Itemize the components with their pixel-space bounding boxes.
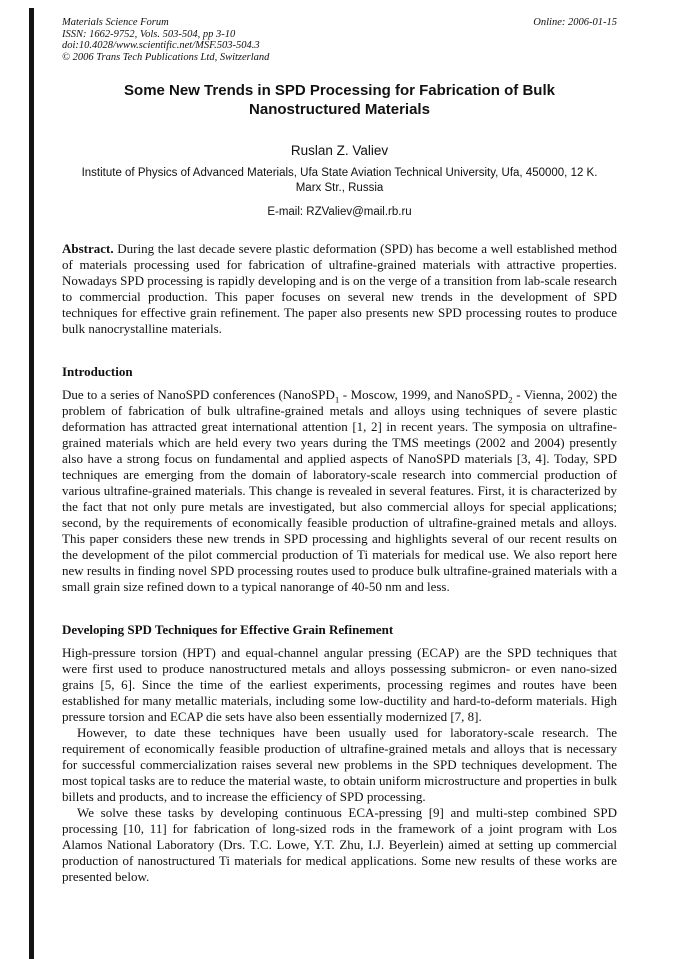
developing-paragraph-3: We solve these tasks by developing continuous ECA-pressing [9] and multi-step combined SPD processing [10, 11] for fabrication of long-sized rods in the framework of a joint program with Los Alamos National Laboratory (Drs. T.C. Lowe, Y.T. Zhu, I.J. Beyerlein) aimed at setting up commercial production of nanostructured Ti materials for medical applications. Some new results of these works are presented below.: [62, 805, 617, 885]
journal-name: Materials Science Forum: [62, 17, 169, 28]
paper-title: Some New Trends in SPD Processing for Fabrication of Bulk Nanostructured Materials: [124, 82, 555, 119]
intro-text-a: Due to a series of NanoSPD conferences (NanoSPD: [62, 387, 335, 403]
author-name: Ruslan Z. Valiev: [290, 143, 389, 159]
abstract-text: During the last decade severe plastic deformation (SPD) has become a well established method of materials processing used for fabrication of ultrafine-grained materials with attractive properties. Nowadays SPD processing is rapidly developing and is on the verge of a transition from lab-scale research to commercial production. This paper focuses on several new trends in the development of SPD techniques for effective grain refinement. The paper also presents new SPD processing routes to produce bulk nanocrystalline materials.: [62, 241, 618, 337]
author-email: E-mail: RZValiev@mail.rb.ru: [267, 206, 412, 219]
journal-header: [62, 17, 617, 63]
author-affiliation: Institute of Physics of Advanced Materials, Ufa State Aviation Technical University, Ufa, 450000, 12 K. Marx Str., Russia: [81, 167, 598, 195]
developing-paragraph-1: High-pressure torsion (HPT) and equal-channel angular pressing (ECAP) are the SPD techniques that were first used to produce nanostructured metals and alloys possessing submicron- or even nano-sized grains [5, 6]. Since the time of the earliest experiments, processing regimes and routes have been established for many metallic materials, including some low-ductility and hard-to-deform materials. High pressure torsion and ECAP die sets have also been essentially modernized [7, 8].: [62, 645, 617, 725]
section-heading-developing-spd: Developing SPD Techniques for Effective Grain Refinement: [62, 622, 394, 638]
nanospd-subscript-2: 2: [508, 394, 513, 405]
copyright-line: © 2006 Trans Tech Publications Ltd, Switzerland: [62, 51, 270, 63]
section-heading-introduction: Introduction: [62, 364, 133, 380]
abstract-paragraph: [62, 241, 617, 337]
doi-line: doi:10.4028/www.scientific.net/MSF.503-504.3: [62, 40, 260, 52]
intro-text-c: - Vienna, 2002) the problem of fabrication of bulk ultrafine-grained metals and alloys using techniques of severe plastic deformation has attracted great international attention [1, 2] in recent years. The symposia on ultrafine-grained materials which are held every two years during the TMS meetings (2002 and 2004) presently also have a strong focus on fundamental and applied aspects of NanoSPD materials [3, 4]. Today, SPD techniques are emerging from the domain of laboratory-scale research into commercial production of various ultrafine-grained materials. This change is revealed in several features. First, it is characterized by the fact that not only pure metals are investigated, but also commercial alloys for special applications; second, by the requirements of economically feasible production of ultrafine-grained metals and alloys. This paper considers these new trends in SPD processing and highlights several of our recent results on the development of the pilot commercial production of Ti materials for medical use. We also report here new results in finding novel SPD processing routes used to produce bulk ultrafine-grained materials with a small grain size refined down to a typical nanorange of 40-50 nm and less.: [62, 387, 617, 595]
intro-text-b: - Moscow, 1999, and NanoSPD: [339, 387, 509, 403]
abstract-label: Abstract.: [62, 241, 114, 257]
developing-paragraph-2: However, to date these techniques have been usually used for laboratory-scale research. The requirement of economically feasible production of ultrafine-grained metals and alloys that is necessary for successful commercialization raises several new problems in the SPD techniques development. The most topical tasks are to reduce the material waste, to obtain uniform microstructure and properties in bulk billets and products, and to increase the efficiency of SPD processing.: [62, 725, 617, 805]
nanospd-subscript-1: 1: [334, 394, 340, 405]
scan-edge-artifact: [29, 8, 34, 959]
journal-info-block: [62, 17, 269, 63]
online-date: Online: 2006-01-15: [533, 17, 617, 28]
issn-volume-line: ISSN: 1662-9752, Vols. 503-504, pp 3-10: [62, 28, 236, 40]
introduction-paragraph: [62, 387, 617, 595]
